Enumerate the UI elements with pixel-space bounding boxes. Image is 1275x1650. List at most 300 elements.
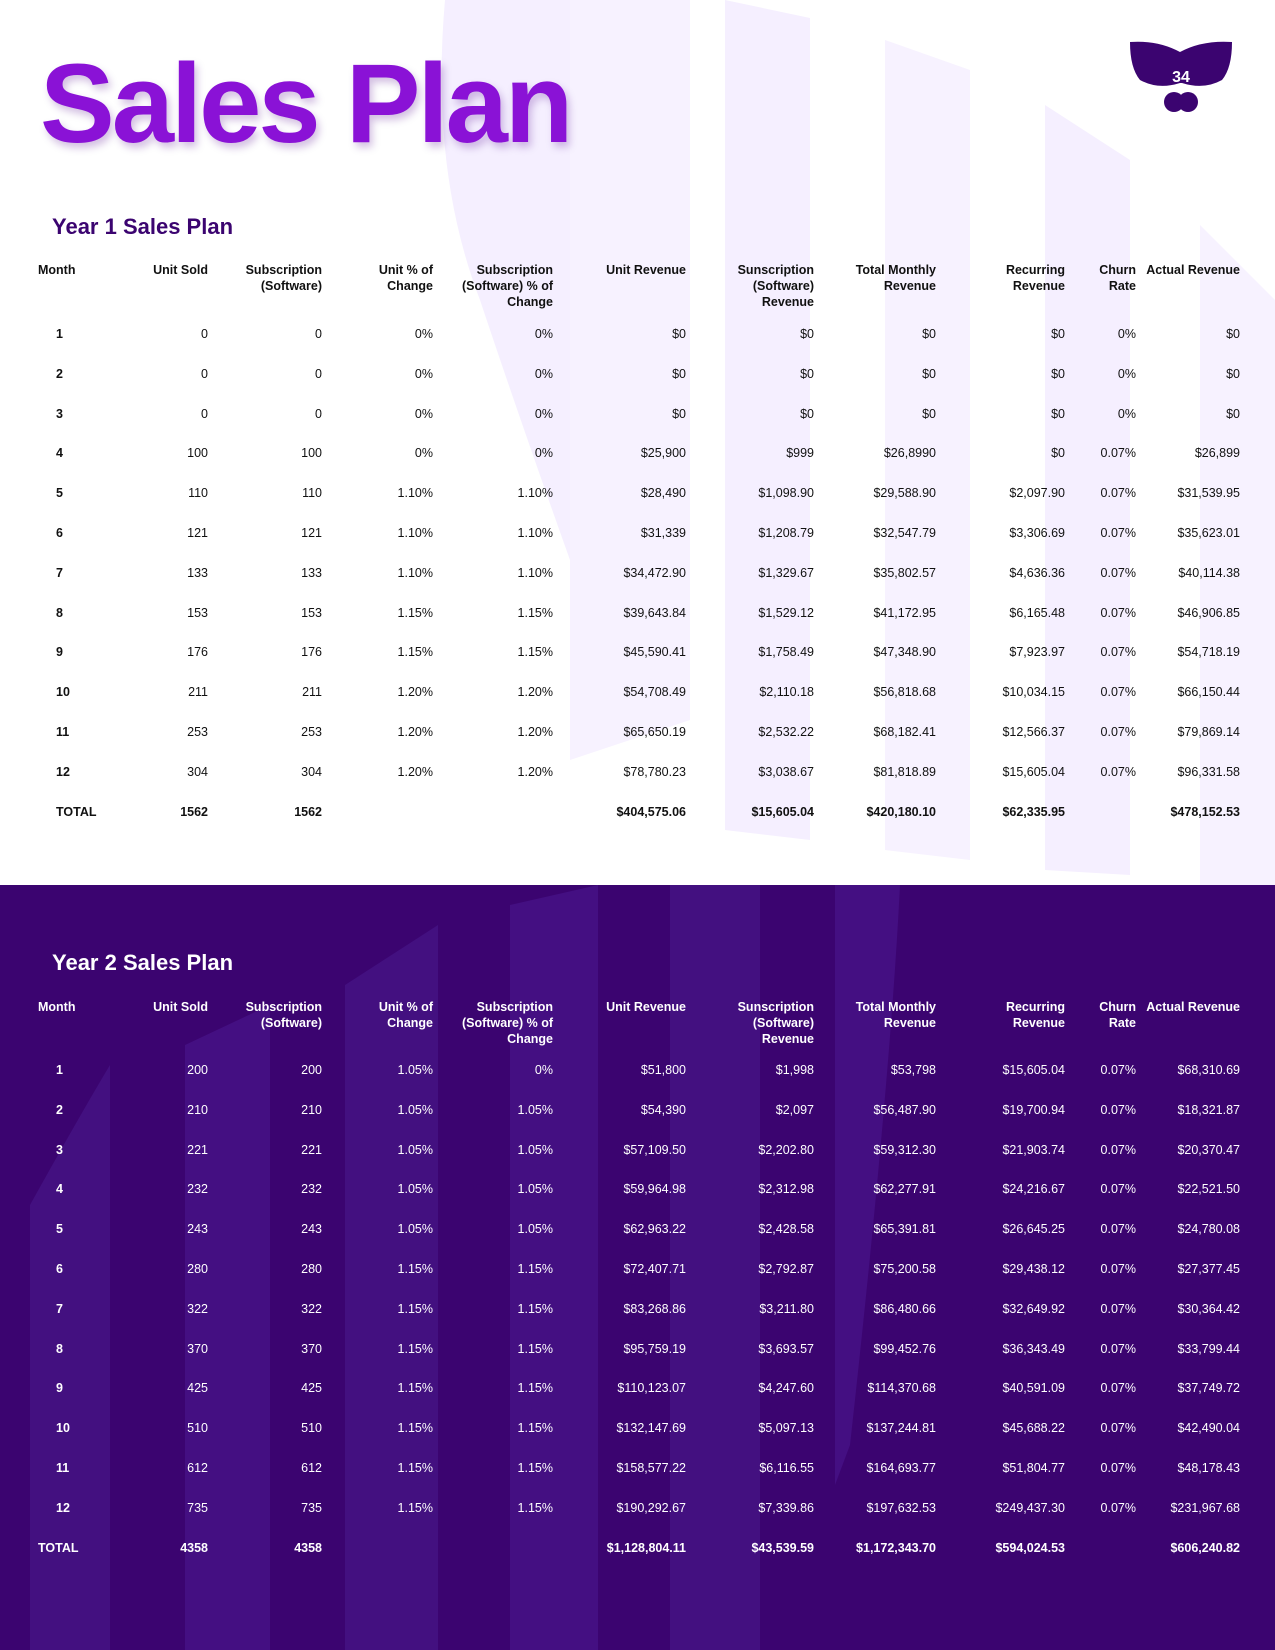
total-unit-revenue: $1,128,804.11: [606, 1540, 686, 1555]
cell-unit-revenue: $31,339: [640, 526, 686, 540]
cell-subscription-change: 1.15%: [517, 1262, 553, 1276]
cell-month: 1: [56, 1063, 63, 1077]
cell-subscription-change: 1.10%: [517, 526, 553, 540]
cell-unit-revenue: $72,407.71: [623, 1262, 686, 1276]
cell-churn-rate: 0.07%: [1100, 1461, 1136, 1475]
header-subscription-revenue: Sunscription (Software) Revenue: [737, 1000, 814, 1046]
total-unit-revenue: $404,575.06: [616, 804, 686, 819]
cell-churn-rate: 0.07%: [1100, 1182, 1136, 1197]
cell-month: 10: [56, 1421, 70, 1436]
cell-actual-revenue: $26,899: [1194, 446, 1240, 461]
header-subscription: Subscription (Software): [245, 1000, 322, 1030]
cell-recurring-revenue: $15,605.04: [1002, 764, 1065, 779]
cell-churn-rate: 0%: [1117, 327, 1136, 341]
cell-churn-rate: 0.07%: [1100, 1500, 1136, 1515]
cell-unit-change: 1.15%: [397, 1301, 433, 1316]
cell-unit-sold: 0: [201, 327, 208, 341]
cell-churn-rate: 0.07%: [1100, 565, 1136, 580]
cell-unit-sold: 304: [187, 764, 208, 779]
cell-subscription-revenue: $2,202.80: [758, 1142, 814, 1157]
cell-month: 5: [56, 486, 63, 501]
cell-unit-change: 0%: [414, 446, 433, 461]
cell-total-monthly-revenue: $53,798: [890, 1063, 936, 1077]
cell-total-monthly-revenue: $68,182.41: [873, 725, 936, 739]
year1-title: Year 1 Sales Plan: [52, 214, 234, 239]
cell-unit-revenue: $39,643.84: [623, 605, 686, 620]
cell-month: 3: [56, 1142, 63, 1157]
cell-total-monthly-revenue: $62,277.91: [873, 1182, 936, 1197]
cell-subscription-change: 1.05%: [517, 1142, 553, 1157]
cell-month: 4: [56, 1182, 63, 1197]
cell-recurring-revenue: $2,097.90: [1009, 486, 1065, 501]
cell-subscription-revenue: $0: [800, 406, 814, 421]
cell-churn-rate: 0.07%: [1100, 486, 1136, 501]
cell-churn-rate: 0.07%: [1100, 1262, 1136, 1276]
total-subscription-revenue: $15,605.04: [751, 804, 814, 819]
cell-subscription: 210: [301, 1102, 322, 1117]
total-recurring-revenue: $594,024.53: [995, 1540, 1065, 1555]
cell-unit-change: 0%: [414, 327, 433, 341]
cell-unit-revenue: $57,109.50: [623, 1142, 686, 1157]
cell-month: 6: [56, 526, 63, 540]
cell-recurring-revenue: $26,645.25: [1002, 1222, 1065, 1237]
cell-actual-revenue: $18,321.87: [1177, 1102, 1240, 1117]
cell-total-monthly-revenue: $35,802.57: [873, 565, 936, 580]
cell-subscription-change: 1.05%: [517, 1102, 553, 1117]
cell-month: 8: [56, 1341, 63, 1356]
cell-actual-revenue: $48,178.43: [1177, 1461, 1240, 1475]
cell-subscription-revenue: $1,098.90: [758, 486, 814, 501]
page-title: Sales Plan: [40, 41, 571, 166]
cell-unit-revenue: $65,650.19: [623, 725, 686, 739]
cell-unit-sold: 425: [187, 1381, 208, 1396]
cell-unit-sold: 133: [187, 565, 208, 580]
header-churn-rate: Churn Rate: [1099, 263, 1136, 293]
cell-unit-sold: 232: [187, 1182, 208, 1197]
header-month: Month: [38, 1000, 76, 1014]
cell-subscription-change: 0%: [534, 1063, 553, 1077]
cell-subscription: 253: [301, 725, 322, 739]
cell-actual-revenue: $27,377.45: [1177, 1262, 1240, 1276]
cell-unit-revenue: $78,780.23: [623, 764, 686, 779]
cell-subscription: 243: [301, 1222, 322, 1237]
cell-unit-change: 1.15%: [397, 1461, 433, 1475]
cell-subscription-change: 1.15%: [517, 1421, 553, 1436]
cell-subscription: 280: [301, 1262, 322, 1276]
header-total-monthly-revenue: Total Monthly Revenue: [855, 263, 936, 293]
cell-subscription: 176: [301, 645, 322, 660]
cell-recurring-revenue: $6,165.48: [1009, 605, 1065, 620]
cell-recurring-revenue: $4,636.36: [1009, 565, 1065, 580]
cell-unit-revenue: $34,472.90: [623, 565, 686, 580]
cell-unit-change: 1.05%: [397, 1063, 433, 1077]
cell-subscription: 200: [301, 1063, 322, 1077]
header-recurring-revenue: Recurring Revenue: [1005, 1000, 1065, 1030]
header-unit-sold: Unit Sold: [153, 263, 208, 277]
cell-subscription: 0: [315, 327, 322, 341]
cell-subscription-change: 1.20%: [517, 725, 553, 739]
cell-total-monthly-revenue: $137,244.81: [866, 1421, 936, 1436]
cell-recurring-revenue: $51,804.77: [1002, 1461, 1065, 1475]
cell-churn-rate: 0.07%: [1100, 1222, 1136, 1237]
cell-total-monthly-revenue: $0: [922, 366, 936, 381]
cell-subscription-revenue: $1,329.67: [758, 565, 814, 580]
cell-subscription-revenue: $2,110.18: [759, 685, 814, 700]
cell-subscription-revenue: $3,693.57: [758, 1341, 814, 1356]
cell-subscription: 221: [301, 1142, 322, 1157]
cell-churn-rate: 0.07%: [1100, 1102, 1136, 1117]
cell-unit-change: 1.05%: [397, 1142, 433, 1157]
header-actual-revenue: Actual Revenue: [1146, 1000, 1240, 1014]
cell-subscription-change: 1.15%: [517, 1381, 553, 1396]
cell-unit-revenue: $158,577.22: [616, 1461, 686, 1475]
cell-actual-revenue: $79,869.14: [1177, 725, 1240, 739]
cell-subscription-change: 1.15%: [517, 1301, 553, 1316]
cell-month: 2: [56, 1102, 63, 1117]
cell-unit-change: 1.20%: [397, 685, 433, 700]
header-actual-revenue: Actual Revenue: [1146, 263, 1240, 277]
cell-subscription-change: 0%: [534, 406, 553, 421]
year2-title: Year 2 Sales Plan: [52, 950, 234, 975]
cell-unit-sold: 253: [187, 725, 208, 739]
cell-actual-revenue: $22,521.50: [1177, 1182, 1240, 1197]
cell-recurring-revenue: $24,216.67: [1002, 1182, 1065, 1197]
cell-recurring-revenue: $0: [1051, 366, 1065, 381]
cell-recurring-revenue: $10,034.15: [1002, 685, 1065, 700]
cell-unit-revenue: $54,390: [640, 1102, 686, 1117]
header-subscription-change: Subscription (Software) % of Change: [462, 1000, 553, 1046]
cell-subscription-revenue: $2,312.98: [758, 1182, 814, 1197]
total-total-monthly-revenue: $1,172,343.70: [856, 1540, 936, 1555]
cell-unit-change: 1.15%: [397, 1500, 433, 1515]
cell-churn-rate: 0.07%: [1100, 605, 1136, 620]
cell-recurring-revenue: $0: [1051, 446, 1065, 461]
cell-recurring-revenue: $32,649.92: [1002, 1301, 1065, 1316]
cell-total-monthly-revenue: $29,588.90: [873, 486, 936, 501]
cell-churn-rate: 0%: [1117, 366, 1136, 381]
cell-subscription-change: 1.15%: [517, 605, 553, 620]
cell-unit-sold: 211: [188, 685, 208, 700]
cell-total-monthly-revenue: $197,632.53: [866, 1500, 936, 1515]
cell-recurring-revenue: $19,700.94: [1002, 1102, 1065, 1117]
cell-month: 11: [56, 1461, 70, 1475]
cell-total-monthly-revenue: $86,480.66: [873, 1301, 936, 1316]
cell-subscription: 322: [301, 1301, 322, 1316]
cell-recurring-revenue: $29,438.12: [1002, 1262, 1065, 1276]
cell-subscription-revenue: $0: [800, 366, 814, 381]
cell-subscription-revenue: $1,758.49: [758, 645, 814, 660]
cell-subscription: 735: [301, 1500, 322, 1515]
cell-unit-sold: 322: [187, 1301, 208, 1316]
cell-churn-rate: 0.07%: [1100, 1341, 1136, 1356]
cell-subscription-revenue: $999: [786, 446, 814, 461]
cell-subscription-revenue: $1,998: [775, 1063, 814, 1077]
cell-subscription-revenue: $1,529.12: [758, 605, 814, 620]
cell-recurring-revenue: $3,306.69: [1009, 526, 1065, 540]
cell-subscription: 153: [301, 605, 322, 620]
cell-unit-revenue: $28,490: [640, 486, 686, 501]
cell-total-monthly-revenue: $56,487.90: [873, 1102, 936, 1117]
cell-subscription: 304: [301, 764, 322, 779]
cell-unit-sold: 243: [187, 1222, 208, 1237]
cell-churn-rate: 0.07%: [1100, 1142, 1136, 1157]
header-subscription: Subscription (Software): [245, 263, 322, 293]
cell-subscription: 370: [301, 1341, 322, 1356]
cell-unit-change: 0%: [414, 406, 433, 421]
cell-unit-change: 1.05%: [397, 1222, 433, 1237]
cell-unit-sold: 510: [187, 1421, 208, 1436]
cell-total-monthly-revenue: $56,818.68: [873, 685, 936, 700]
cell-actual-revenue: $66,150.44: [1177, 685, 1240, 700]
header-unit-change: Unit % of Change: [378, 1000, 433, 1030]
cell-subscription-revenue: $1,208.79: [758, 526, 814, 540]
cell-churn-rate: 0.07%: [1100, 725, 1136, 739]
cell-subscription-revenue: $4,247.60: [758, 1381, 814, 1396]
cell-unit-revenue: $51,800: [640, 1063, 686, 1077]
cell-subscription-revenue: $2,792.87: [758, 1262, 814, 1276]
cell-total-monthly-revenue: $114,370.68: [867, 1381, 936, 1396]
cell-subscription-change: 0%: [534, 446, 553, 461]
cell-month: 3: [56, 406, 63, 421]
cell-actual-revenue: $35,623.01: [1177, 526, 1240, 540]
cell-unit-revenue: $95,759.19: [623, 1341, 686, 1356]
header-unit-sold: Unit Sold: [153, 1000, 208, 1014]
header-unit-revenue: Unit Revenue: [606, 1000, 686, 1014]
cell-recurring-revenue: $21,903.74: [1002, 1142, 1065, 1157]
cell-subscription: 121: [301, 526, 322, 540]
cell-actual-revenue: $0: [1226, 327, 1240, 341]
cell-recurring-revenue: $0: [1051, 327, 1065, 341]
cell-subscription-change: 1.15%: [517, 645, 553, 660]
cell-total-monthly-revenue: $26,8990: [883, 446, 936, 461]
cell-subscription-revenue: $6,116.55: [759, 1461, 814, 1475]
cell-unit-sold: 612: [187, 1461, 208, 1475]
cell-total-monthly-revenue: $47,348.90: [873, 645, 936, 660]
cell-churn-rate: 0.07%: [1100, 1301, 1136, 1316]
cell-unit-change: 1.15%: [397, 1341, 433, 1356]
cell-subscription: 425: [301, 1381, 322, 1396]
cell-month: 4: [56, 446, 63, 461]
cell-unit-revenue: $110,123.07: [617, 1381, 686, 1396]
cell-subscription: 612: [301, 1461, 322, 1475]
cell-churn-rate: 0%: [1117, 406, 1136, 421]
cell-subscription-revenue: $0: [800, 327, 814, 341]
cell-unit-revenue: $132,147.69: [616, 1421, 686, 1436]
cell-unit-change: 1.20%: [397, 725, 433, 739]
cell-total-monthly-revenue: $32,547.79: [873, 526, 936, 540]
cell-total-monthly-revenue: $164,693.77: [866, 1461, 936, 1475]
cell-subscription-revenue: $7,339.86: [758, 1500, 814, 1515]
cell-subscription-change: 1.15%: [517, 1461, 553, 1475]
cell-recurring-revenue: $40,591.09: [1002, 1381, 1065, 1396]
cell-month: 12: [56, 764, 70, 779]
cell-actual-revenue: $46,906.85: [1177, 605, 1240, 620]
header-recurring-revenue: Recurring Revenue: [1005, 263, 1065, 293]
cell-unit-sold: 200: [187, 1063, 208, 1077]
header-subscription-revenue: Sunscription (Software) Revenue: [737, 263, 814, 309]
cell-month: 2: [56, 366, 63, 381]
cell-subscription: 100: [301, 446, 322, 461]
cell-actual-revenue: $40,114.38: [1178, 565, 1240, 580]
cell-actual-revenue: $20,370.47: [1177, 1142, 1240, 1157]
cell-churn-rate: 0.07%: [1100, 526, 1136, 540]
cell-subscription-change: 1.20%: [517, 764, 553, 779]
cell-unit-sold: 100: [187, 446, 208, 461]
cell-subscription: 0: [315, 406, 322, 421]
cell-actual-revenue: $33,799.44: [1177, 1341, 1240, 1356]
cell-unit-change: 1.20%: [397, 764, 433, 779]
cell-unit-sold: 121: [187, 526, 208, 540]
cell-subscription: 211: [302, 685, 322, 700]
header-subscription-change: Subscription (Software) % of Change: [462, 263, 553, 309]
total-subscription: 4358: [294, 1540, 322, 1555]
cell-unit-revenue: $45,590.41: [623, 645, 686, 660]
cell-subscription-revenue: $3,211.80: [759, 1301, 814, 1316]
cell-churn-rate: 0.07%: [1100, 446, 1136, 461]
cell-actual-revenue: $42,490.04: [1177, 1421, 1240, 1436]
cell-unit-change: 1.10%: [397, 565, 433, 580]
cell-subscription-change: 1.10%: [517, 486, 553, 501]
cell-subscription-change: 1.05%: [517, 1222, 553, 1237]
cell-recurring-revenue: $249,437.30: [995, 1500, 1065, 1515]
cell-month: 1: [56, 327, 63, 341]
cell-subscription-change: 1.15%: [517, 1500, 553, 1515]
cell-unit-change: 1.15%: [397, 1381, 433, 1396]
cell-month: 6: [56, 1262, 63, 1276]
total-month: TOTAL: [38, 1540, 79, 1555]
cell-total-monthly-revenue: $41,172.95: [873, 605, 936, 620]
total-subscription: 1562: [294, 804, 322, 819]
total-unit-sold: 1562: [180, 804, 208, 819]
cell-actual-revenue: $30,364.42: [1177, 1301, 1240, 1316]
cell-subscription-revenue: $2,097: [775, 1102, 814, 1117]
cell-unit-revenue: $0: [672, 366, 686, 381]
cell-unit-sold: 370: [187, 1341, 208, 1356]
cell-total-monthly-revenue: $0: [922, 327, 936, 341]
cell-actual-revenue: $0: [1226, 406, 1240, 421]
cell-churn-rate: 0.07%: [1100, 1063, 1136, 1077]
cell-total-monthly-revenue: $0: [922, 406, 936, 421]
cell-recurring-revenue: $15,605.04: [1002, 1063, 1065, 1077]
cell-unit-change: 1.05%: [397, 1182, 433, 1197]
cell-unit-change: 1.10%: [397, 486, 433, 501]
cell-unit-sold: 153: [187, 605, 208, 620]
cell-subscription-change: 1.05%: [517, 1182, 553, 1197]
cell-unit-revenue: $0: [672, 406, 686, 421]
page-number: 34: [1172, 69, 1190, 86]
cell-actual-revenue: $68,310.69: [1177, 1063, 1240, 1077]
cell-subscription: 110: [302, 486, 322, 501]
header-unit-change: Unit % of Change: [378, 263, 433, 293]
cell-unit-revenue: $0: [672, 327, 686, 341]
cell-unit-change: 1.15%: [397, 1262, 433, 1276]
total-subscription-revenue: $43,539.59: [751, 1540, 814, 1555]
header-churn-rate: Churn Rate: [1099, 1000, 1136, 1030]
cell-unit-revenue: $25,900: [640, 446, 686, 461]
header-total-monthly-revenue: Total Monthly Revenue: [855, 1000, 936, 1030]
total-unit-sold: 4358: [180, 1540, 208, 1555]
header-month: Month: [38, 263, 76, 277]
cell-total-monthly-revenue: $59,312.30: [873, 1142, 936, 1157]
cell-unit-change: 1.15%: [397, 645, 433, 660]
cell-subscription-revenue: $2,532.22: [758, 725, 814, 739]
cell-actual-revenue: $96,331.58: [1177, 764, 1240, 779]
cell-subscription: 232: [301, 1182, 322, 1197]
cell-unit-sold: 176: [187, 645, 208, 660]
cell-unit-sold: 210: [187, 1102, 208, 1117]
cell-unit-sold: 110: [188, 486, 208, 501]
cell-unit-sold: 221: [187, 1142, 208, 1157]
cell-unit-change: 0%: [414, 366, 433, 381]
cell-subscription-change: 0%: [534, 327, 553, 341]
cell-subscription-change: 1.20%: [517, 685, 553, 700]
cell-subscription-revenue: $3,038.67: [758, 764, 814, 779]
cell-churn-rate: 0.07%: [1100, 645, 1136, 660]
cell-actual-revenue: $31,539.95: [1177, 486, 1240, 501]
cell-churn-rate: 0.07%: [1100, 1421, 1136, 1436]
cell-churn-rate: 0.07%: [1100, 1381, 1136, 1396]
cell-unit-change: 1.05%: [397, 1102, 433, 1117]
total-recurring-revenue: $62,335.95: [1002, 804, 1065, 819]
cell-actual-revenue: $37,749.72: [1177, 1381, 1240, 1396]
total-total-monthly-revenue: $420,180.10: [866, 804, 936, 819]
cell-total-monthly-revenue: $99,452.76: [873, 1341, 936, 1356]
cell-subscription-revenue: $2,428.58: [758, 1222, 814, 1237]
cell-month: 10: [56, 685, 70, 700]
cell-unit-revenue: $62,963.22: [623, 1222, 686, 1237]
total-actual-revenue: $478,152.53: [1170, 804, 1240, 819]
cell-unit-revenue: $83,268.86: [623, 1301, 686, 1316]
cell-unit-sold: 280: [187, 1262, 208, 1276]
cell-month: 9: [56, 1381, 63, 1396]
cell-unit-change: 1.15%: [397, 1421, 433, 1436]
cell-month: 12: [56, 1500, 70, 1515]
total-actual-revenue: $606,240.82: [1170, 1540, 1240, 1555]
cell-churn-rate: 0.07%: [1100, 685, 1136, 700]
cell-actual-revenue: $24,780.08: [1177, 1222, 1240, 1237]
cell-subscription-change: 0%: [534, 366, 553, 381]
total-month: TOTAL: [56, 804, 97, 819]
cell-subscription: 133: [301, 565, 322, 580]
cell-unit-sold: 735: [187, 1500, 208, 1515]
cell-subscription-change: 1.15%: [517, 1341, 553, 1356]
cell-subscription: 0: [315, 366, 322, 381]
cell-subscription: 510: [301, 1421, 322, 1436]
cell-unit-revenue: $54,708.49: [623, 685, 686, 700]
cell-total-monthly-revenue: $81,818.89: [873, 764, 936, 779]
cell-actual-revenue: $231,967.68: [1170, 1500, 1240, 1515]
cell-month: 7: [56, 565, 63, 580]
cell-total-monthly-revenue: $65,391.81: [873, 1222, 936, 1237]
cell-unit-revenue: $190,292.67: [616, 1500, 686, 1515]
cell-subscription-change: 1.10%: [517, 565, 553, 580]
header-unit-revenue: Unit Revenue: [606, 263, 686, 277]
cell-recurring-revenue: $45,688.22: [1002, 1421, 1065, 1436]
cell-unit-change: 1.10%: [397, 526, 433, 540]
cell-recurring-revenue: $12,566.37: [1002, 725, 1065, 739]
cell-month: 8: [56, 605, 63, 620]
cell-month: 7: [56, 1301, 63, 1316]
cell-actual-revenue: $54,718.19: [1177, 645, 1240, 660]
cell-month: 11: [56, 725, 70, 739]
cell-recurring-revenue: $36,343.49: [1002, 1341, 1065, 1356]
cell-subscription-revenue: $5,097.13: [758, 1421, 814, 1436]
cell-total-monthly-revenue: $75,200.58: [873, 1262, 936, 1276]
cell-unit-sold: 0: [201, 366, 208, 381]
cell-recurring-revenue: $7,923.97: [1009, 645, 1065, 660]
cell-month: 9: [56, 645, 63, 660]
cell-unit-change: 1.15%: [397, 605, 433, 620]
